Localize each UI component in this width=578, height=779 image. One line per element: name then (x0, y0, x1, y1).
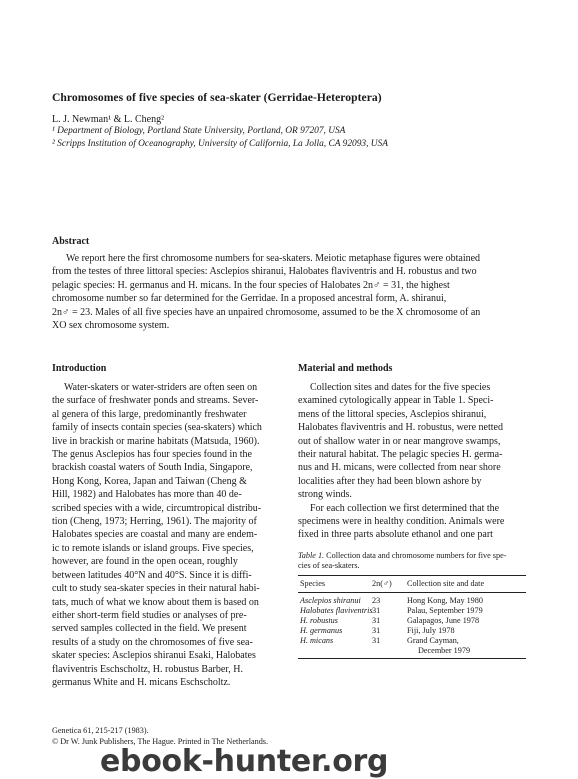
methods-line: For each collection we first determined that the (310, 502, 500, 514)
table-header-row (298, 579, 526, 589)
methods-line: Collection sites and dates for the five species (310, 382, 491, 393)
site-cell: Palau, September 1979 (407, 606, 483, 615)
table-row (298, 636, 526, 646)
methods-line: mens of the littoral species, Asclepios shiranui, (298, 408, 487, 420)
intro-line: scribed species with a wide, circumtropical distribu- (52, 502, 262, 514)
intro-line: skater species: Asclepios shiranui Esaki, Halobates (52, 650, 256, 662)
intro-line: cult to study sea-skater species in their natural habi- (52, 583, 260, 595)
table-header-cell: 2n(♂) (372, 579, 392, 588)
abstract-line: chromosome number so far determined for the Gerridae. In a proposed ancestral form, A. shiranui, (52, 293, 447, 305)
abstract-line: from the testes of three littoral species: Asclepios shiranui, Halobates flaviventris and H. robustus and two (52, 266, 477, 278)
introduction-heading: Introduction (52, 363, 107, 374)
article-title: Chromosomes of five species of sea-skater (Gerridae-Heteroptera) (52, 91, 382, 104)
methods-line: fixed in three parts absolute ethanol and one part (298, 529, 493, 541)
authors: L. J. Newman¹ & L. Cheng² (52, 114, 165, 125)
table-header-cell: Species (300, 579, 326, 588)
species-cell: H. micans (300, 636, 334, 645)
intro-line: brackish coastal waters of South India, Singapore, (52, 462, 253, 474)
site-cell: Hong Kong, May 1980 (407, 596, 483, 605)
table-row (298, 616, 526, 626)
intro-line: family of insects contain species (sea-skaters) which (52, 422, 262, 434)
intro-line: Hill, 1982) and Halobates has more than 40 de- (52, 489, 242, 501)
site-cell: Fiji, July 1978 (407, 626, 455, 635)
table-top-rule (298, 575, 526, 576)
chromosome-cell: 31 (372, 606, 381, 615)
table-row (298, 606, 526, 616)
chromosome-cell: 23 (372, 596, 381, 605)
introduction-body (52, 381, 280, 689)
intro-line: results of a study on the chromosomes of five sea- (52, 636, 253, 648)
intro-line: Hong Kong, Korea, Japan and Taiwan (Cheng & (52, 475, 247, 487)
intro-line: served samples collected in the field. We present (52, 623, 247, 635)
methods-line: strong winds. (298, 489, 352, 501)
table-caption-line (298, 551, 526, 561)
chromosome-cell: 31 (372, 636, 381, 645)
methods-line: out of shallow water in or near mangrove swamps, (298, 435, 501, 447)
table-caption-label: Table 1. (298, 551, 325, 560)
species-cell: H. robustus (300, 616, 338, 625)
intro-line: germanus White and H. micans Eschscholtz. (52, 676, 231, 688)
table-header-cell: Collection site and date (407, 579, 485, 588)
methods-line: their natural habitat. The pelagic species H. germa- (298, 449, 503, 461)
species-cell: Asclepios shiranui (300, 596, 361, 605)
intro-line: between latitudes 40°N and 40°S. Since it is diffi- (52, 569, 252, 581)
publisher-note: © Dr W. Junk Publishers, The Hague. Printed in The Netherlands. (52, 737, 269, 746)
journal-citation: Genetica 61, 215-217 (1983). (52, 726, 149, 735)
intro-line: the surface of freshwater ponds and streams. Sever- (52, 395, 259, 407)
intro-line: The genus Asclepios has four species found in the (52, 449, 252, 461)
species-cell: H. germanus (300, 626, 343, 635)
affiliation-1: ¹ Department of Biology, Portland State University, Portland, OR 97207, USA (52, 126, 346, 136)
table-row-continuation (298, 646, 526, 656)
intro-line: live in brackish or marine habitats (Matsuda, 1960). (52, 435, 260, 447)
table-caption (298, 551, 526, 571)
abstract-heading: Abstract (52, 236, 90, 247)
intro-line: Halobates species are coastal and many are endem- (52, 529, 258, 541)
site-cell: December 1979 (418, 646, 471, 655)
methods-body (298, 381, 526, 542)
chromosome-cell: 31 (372, 626, 381, 635)
methods-line: nus and H. micans, were collected from near shore (298, 462, 501, 474)
abstract-line: We report here the first chromosome numbers for sea-skaters. Meiotic metaphase figures were obtained (66, 253, 481, 264)
methods-line: examined cytologically appear in Table 1. Speci- (298, 395, 494, 407)
chromosome-cell: 31 (372, 616, 381, 625)
abstract-line: pelagic species: H. germanus and H. micans. In the four species of Halobates 2n♂ = 31, the highest (52, 279, 450, 291)
methods-heading: Material and methods (298, 363, 393, 374)
abstract-line: XO sex chromosome system. (52, 320, 170, 332)
methods-line: Halobates flaviventris and H. robustus, were netted (298, 422, 503, 434)
table-caption-line: cies of sea-skaters. (298, 561, 360, 571)
intro-line: either short-term field studies or analyses of pre- (52, 609, 247, 621)
intro-line: tats, much of what we know about them is based on (52, 596, 259, 608)
species-cell: Halobates flaviventris (300, 606, 373, 615)
intro-line: ic to remote islands or island groups. Five species, (52, 542, 254, 554)
methods-line: specimens were in healthy condition. Animals were (298, 516, 505, 528)
intro-line: al genera of this large, predominantly freshwater (52, 408, 247, 420)
site-cell: Grand Cayman, (407, 636, 459, 645)
table-bottom-rule (298, 658, 526, 659)
abstract-line: 2n♂ = 23. Males of all five species have an unpaired chromosome, assumed to be the X chromosome of an (52, 306, 481, 318)
intro-line: tion (Cheng, 1973; Herring, 1961). The majority of (52, 516, 257, 528)
table-mid-rule (298, 592, 526, 593)
table-caption-text: Collection data and chromosome numbers for five spe- (326, 551, 507, 560)
abstract-body (52, 252, 526, 332)
table-row (298, 596, 526, 606)
intro-line: Water-skaters or water-striders are often seen on (64, 382, 258, 393)
methods-line: localities after they had been blown ashore by (298, 475, 482, 487)
watermark-text: ebook-hunter.org (100, 744, 389, 779)
intro-line: however, are found in the open ocean, roughly (52, 556, 238, 568)
table-row (298, 626, 526, 636)
affiliation-2: ² Scripps Institution of Oceanography, University of California, La Jolla, CA 92093, USA (52, 139, 388, 149)
site-cell: Galapagos, June 1978 (407, 616, 480, 625)
intro-line: flaviventris Eschscholtz, H. robustus Barber, H. (52, 663, 243, 675)
